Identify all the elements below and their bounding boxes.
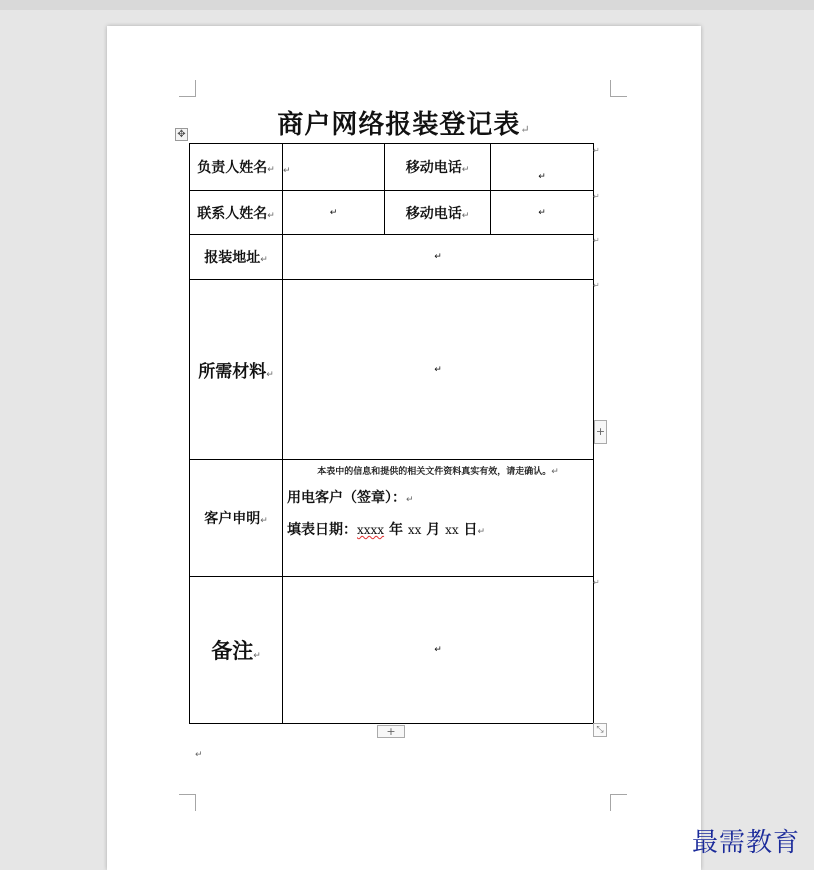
cell-declaration-label[interactable]: 客户申明↵ [190, 460, 283, 577]
cell-remarks-value[interactable]: ↵ [283, 577, 594, 724]
document-title[interactable] [107, 104, 701, 141]
table-move-handle-icon[interactable]: ✥ [175, 128, 188, 141]
paragraph-mark: ↵ [195, 750, 203, 760]
cell-address-value[interactable]: ↵ [283, 235, 594, 280]
add-column-button[interactable]: + [594, 420, 607, 444]
registration-table [189, 143, 594, 724]
row-end-mark: ↵ [593, 578, 600, 587]
watermark-logo: 最需教育 [692, 828, 801, 858]
table-row [190, 577, 594, 724]
table-row [190, 235, 594, 280]
add-row-button[interactable]: + [377, 725, 405, 738]
cell-contact-name-value[interactable]: ↵ [283, 191, 385, 235]
cell-address-label[interactable]: 报装地址↵ [190, 235, 283, 280]
table-row [190, 460, 594, 577]
declaration-statement: 本表中的信息和提供的相关文件资料真实有效，请走确认。↵ [317, 467, 559, 477]
margin-corner-bottom-left [179, 794, 196, 811]
cell-materials-value[interactable]: ↵ [283, 280, 594, 460]
cell-materials-label[interactable]: 所需材料↵ [190, 280, 283, 460]
spellcheck-flagged-year[interactable]: xxxx [357, 523, 385, 537]
row-end-mark: ↵ [593, 236, 600, 245]
cell-mobile-label-2[interactable]: 移动电话↵ [385, 191, 491, 235]
row-end-mark: ↵ [593, 192, 600, 201]
cell-declaration-content[interactable] [283, 460, 594, 577]
table-row [190, 144, 594, 191]
margin-corner-top-left [179, 80, 196, 97]
cell-responsible-name-label[interactable]: 负责人姓名↵ [190, 144, 283, 191]
row-end-mark: ↵ [593, 281, 600, 290]
cell-remarks-label[interactable]: 备注↵ [190, 577, 283, 724]
cell-mobile-value-1[interactable]: ↵ [491, 144, 594, 191]
margin-corner-top-right [610, 80, 627, 97]
margin-corner-bottom-right [610, 794, 627, 811]
fill-date-line: 填表日期：xxxx 年 xx 月 xx 日↵ [287, 522, 486, 538]
paragraph-mark: ↵ [520, 123, 531, 136]
signature-line: 用电客户（签章）：↵ [287, 490, 414, 506]
document-page[interactable] [107, 26, 701, 870]
cell-mobile-label-1[interactable]: 移动电话↵ [385, 144, 491, 191]
window-top-strip [0, 0, 814, 10]
cell-mobile-value-2[interactable]: ↵ [491, 191, 594, 235]
cell-responsible-name-value[interactable]: ↵ [283, 144, 385, 191]
row-end-mark: ↵ [593, 146, 600, 155]
cell-contact-name-label[interactable]: 联系人姓名↵ [190, 191, 283, 235]
table-row [190, 280, 594, 460]
table-row [190, 191, 594, 235]
table-resize-handle-icon[interactable]: ⤡ [593, 723, 607, 737]
document-title-text: 商户网络报装登记表 [277, 110, 521, 140]
